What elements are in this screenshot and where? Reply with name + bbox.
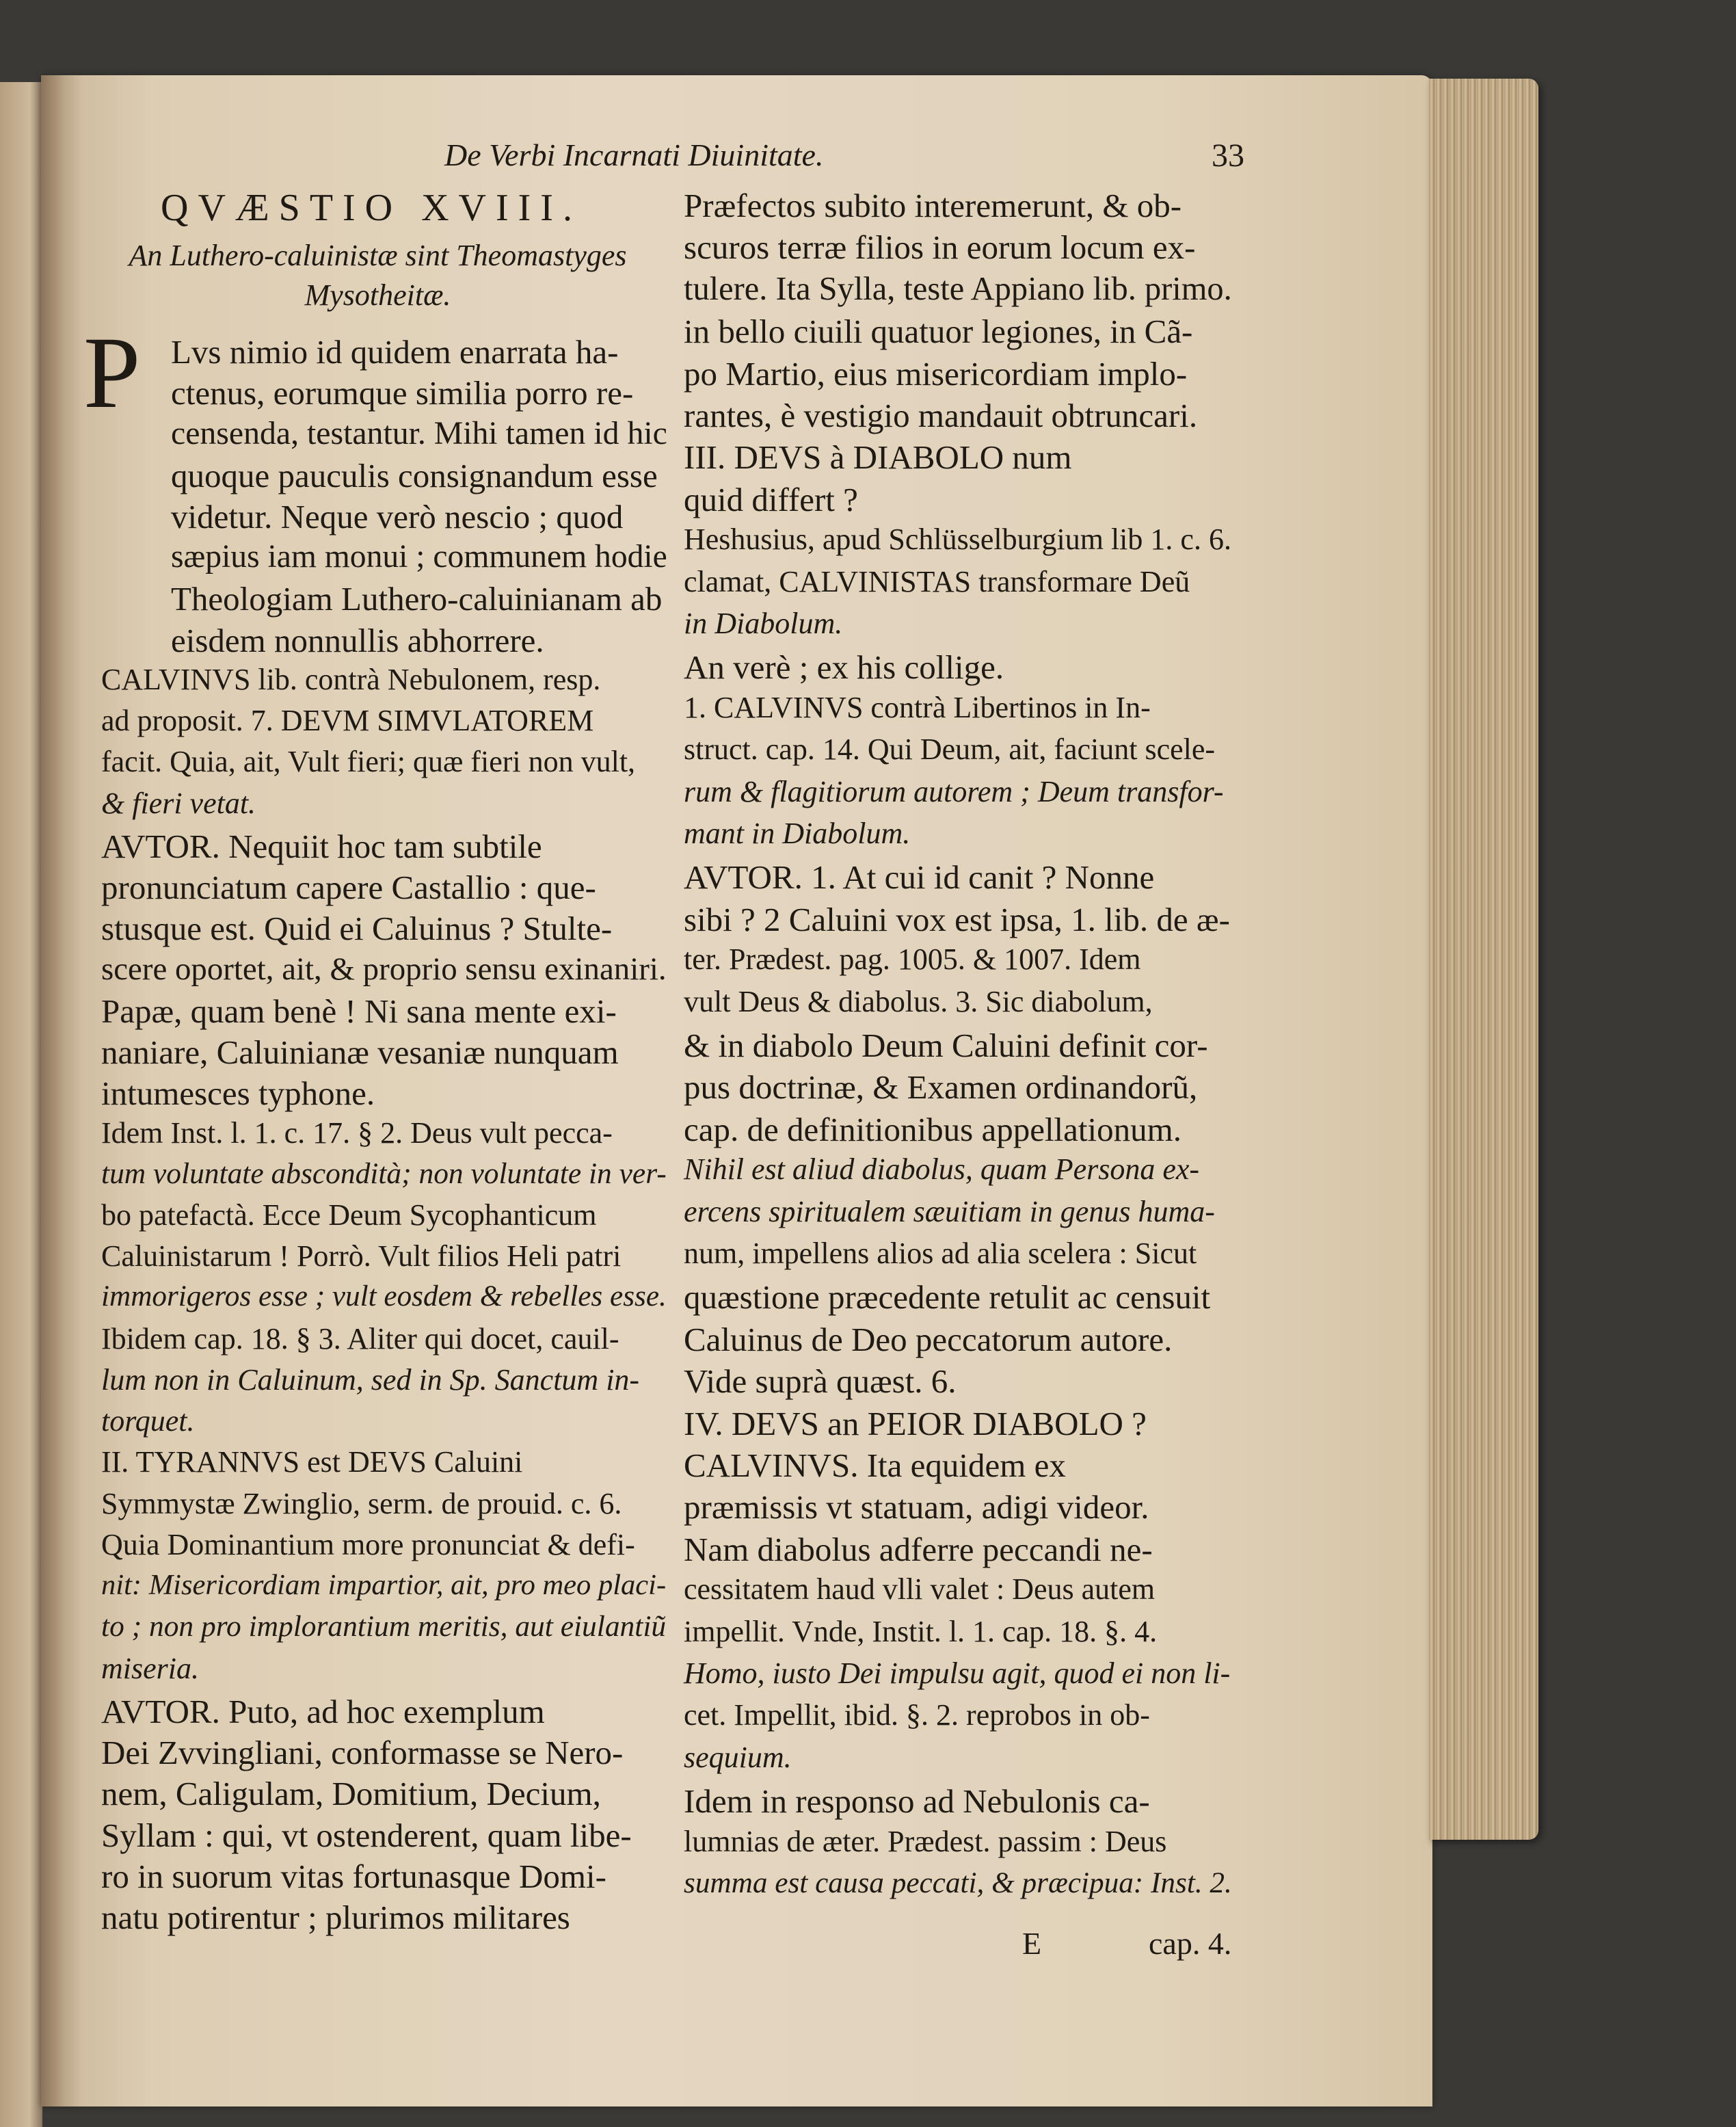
text-line: CALVINVS. Ita equidem ex [684,1446,1066,1484]
text-line: & in diabolo Deum Caluini definit cor- [684,1027,1208,1064]
text-line: sæpius iam monui ; communem hodie [171,539,667,574]
text-line: & fieri vetat. [101,787,256,820]
text-line: mant in Diabolum. [684,817,911,850]
text-line: censenda, testantur. Mihi tamen id hic [171,415,667,451]
text-line: cap. de definitionibus appellationum. [684,1111,1182,1148]
text-line: ter. Prædest. pag. 1005. & 1007. Idem [684,942,1141,976]
text-line: miseria. [101,1652,199,1685]
text-line: rum & flagitiorum autorem ; Deum transfor- [684,775,1224,808]
catchword: cap. 4. [1149,1926,1232,1961]
question-subtitle-line: Mysotheitæ. [304,278,451,312]
text-line: num, impellens alios ad alia scelera : Sicut [684,1237,1197,1270]
text-line: Quia Dominantium more pronunciat & defi- [101,1528,635,1561]
text-line: tum voluntate abscondità; non voluntate in ver- [101,1157,667,1190]
drop-cap: P [83,316,141,430]
text-line: natu potirentur ; plurimos militares [101,1899,570,1936]
running-head: De Verbi Incarnati Diuinitate. [444,137,824,172]
text-line: intumesces typhone. [101,1074,375,1112]
text-line: cessitatem haud vlli valet : Deus autem [684,1572,1156,1606]
text-line: naniare, Caluinianæ vesaniæ nunquam [101,1033,619,1071]
text-line: vult Deus & diabolus. 3. Sic diabolum, [684,985,1153,1018]
text-line: to ; non pro implorantium meritis, aut eiulantiũ [101,1610,667,1643]
text-line: Nihil est aliud diabolus, quam Persona ex- [684,1152,1200,1186]
text-line: Lvs nimio id quidem enarrata ha- [171,333,619,371]
text-line: III. DEVS à DIABOLO num [684,438,1072,476]
question-title: QVÆSTIO XVIII. [161,187,582,229]
text-line: IV. DEVS an PEIOR DIABOLO ? [684,1405,1147,1442]
text-line: nit: Misericordiam impartior, ait, pro meo placi- [101,1569,667,1601]
text-line: Papæ, quam benè ! Ni sana mente exi- [101,992,617,1030]
text-line: bo patefactà. Ecce Deum Sycophanticum [101,1198,597,1232]
text-line: quæstione præcedente retulit ac censuit [684,1278,1211,1316]
text-line: præmissis vt statuam, adigi videor. [684,1488,1149,1526]
text-line: Heshusius, apud Schlüsselburgium lib 1. c. 6. [684,523,1231,556]
page-number: 33 [1212,137,1244,174]
text-line: 1. CALVINVS contrà Libertinos in In- [684,691,1151,724]
text-line: AVTOR. Nequiit hoc tam subtile [101,828,542,865]
text-line: Caluinistarum ! Porrò. Vult filios Heli patri [101,1239,622,1273]
text-line: Nam diabolus adferre peccandi ne- [684,1531,1153,1568]
text-line: An verè ; ex his collige. [684,648,1004,686]
text-line: ctenus, eorumque similia porro re- [171,374,634,412]
text-line: pronunciatum capere Castallio : que- [101,869,596,906]
text-line: clamat, CALVINISTAS transformare Deũ [684,565,1190,598]
text-line: pus doctrinæ, & Examen ordinandorũ, [684,1068,1198,1106]
text-line: tulere. Ita Sylla, teste Appiano lib. primo. [684,271,1232,307]
text-line: scere oportet, ait, & proprio sensu exinaniri. [101,951,667,987]
text-line: videtur. Neque verò nescio ; quod [171,498,624,536]
page-fore-edges [1429,79,1538,1840]
text-line: quid differt ? [684,481,858,518]
text-line: AVTOR. 1. At cui id canit ? Nonne [684,858,1155,896]
text-line: Syllam : qui, vt ostenderent, quam libe- [101,1816,632,1854]
question-subtitle [89,236,667,315]
text-line: sibi ? 2 Caluini vox est ipsa, 1. lib. de æ- [684,901,1230,938]
text-line: Præfectos subito interemerunt, & ob- [684,187,1182,224]
text-line: cet. Impellit, ibid. §. 2. reprobos in ob- [684,1698,1150,1732]
facing-page-edge [0,82,42,2127]
text-line: ercens spiritualem sæuitiam in genus huma- [684,1195,1215,1228]
text-line: lum non in Caluinum, sed in Sp. Sanctum in- [101,1363,640,1397]
text-line: Homo, iusto Dei impulsu agit, quod ei non li- [684,1656,1231,1690]
text-line: Idem Inst. l. 1. c. 17. § 2. Deus vult pecca- [101,1116,613,1150]
text-line: quoque pauculis consignandum esse [171,457,658,494]
text-line: Idem in responso ad Nebulonis ca- [684,1782,1150,1820]
text-line: Vide suprà quæst. 6. [684,1362,957,1400]
text-line: AVTOR. Puto, ad hoc exemplum [101,1693,545,1730]
text-line: summa est causa peccati, & præcipua: Inst. 2. [684,1866,1232,1899]
text-line: impellit. Vnde, Instit. l. 1. cap. 18. §. 4. [684,1615,1158,1648]
text-line: in Diabolum. [684,607,843,640]
text-line: Theologiam Luthero-caluinianam ab [171,580,663,618]
question-subtitle-line: An Luthero-caluinistæ sint Theomastyges [129,239,627,272]
text-line: nem, Caligulam, Domitium, Decium, [101,1775,601,1812]
text-line: Symmystæ Zwinglio, serm. de prouid. c. 6. [101,1487,622,1520]
signature-mark: E [1022,1926,1042,1961]
text-line: Dei Zvvingliani, conformasse se Nero- [101,1734,624,1771]
text-line: sequium. [684,1741,792,1774]
text-line: eisdem nonnullis abhorrere. [171,622,544,659]
text-line: immorigeros esse ; vult eosdem & rebelles esse. [101,1280,667,1312]
text-line: ro in suorum vitas fortunasque Domi- [101,1858,606,1895]
text-line: Caluinus de Deo peccatorum autore. [684,1321,1173,1358]
text-line: ad proposit. 7. DEVM SIMVLATOREM [101,704,594,737]
text-line: struct. cap. 14. Qui Deum, ait, faciunt scele- [684,732,1216,766]
text-line: II. TYRANNVS est DEVS Caluini [101,1445,523,1479]
page-gutter [41,75,82,2106]
text-line: CALVINVS lib. contrà Nebulonem, resp. [101,663,601,696]
text-line: stusque est. Quid ei Caluinus ? Stulte- [101,910,613,947]
text-line: po Martio, eius misericordiam implo- [684,355,1188,393]
text-line: facit. Quia, ait, Vult fieri; quæ fieri non vult, [101,745,636,778]
text-line: scuros terræ filios in eorum locum ex- [684,228,1196,266]
text-line: rantes, è vestigio mandauit obtruncari. [684,397,1198,434]
text-line: in bello ciuili quatuor legiones, in Cã- [684,313,1193,350]
text-line: lumnias de æter. Prædest. passim : Deus [684,1825,1167,1858]
text-line: Ibidem cap. 18. § 3. Aliter qui docet, cauil- [101,1322,619,1356]
text-line: torquet. [101,1404,195,1438]
